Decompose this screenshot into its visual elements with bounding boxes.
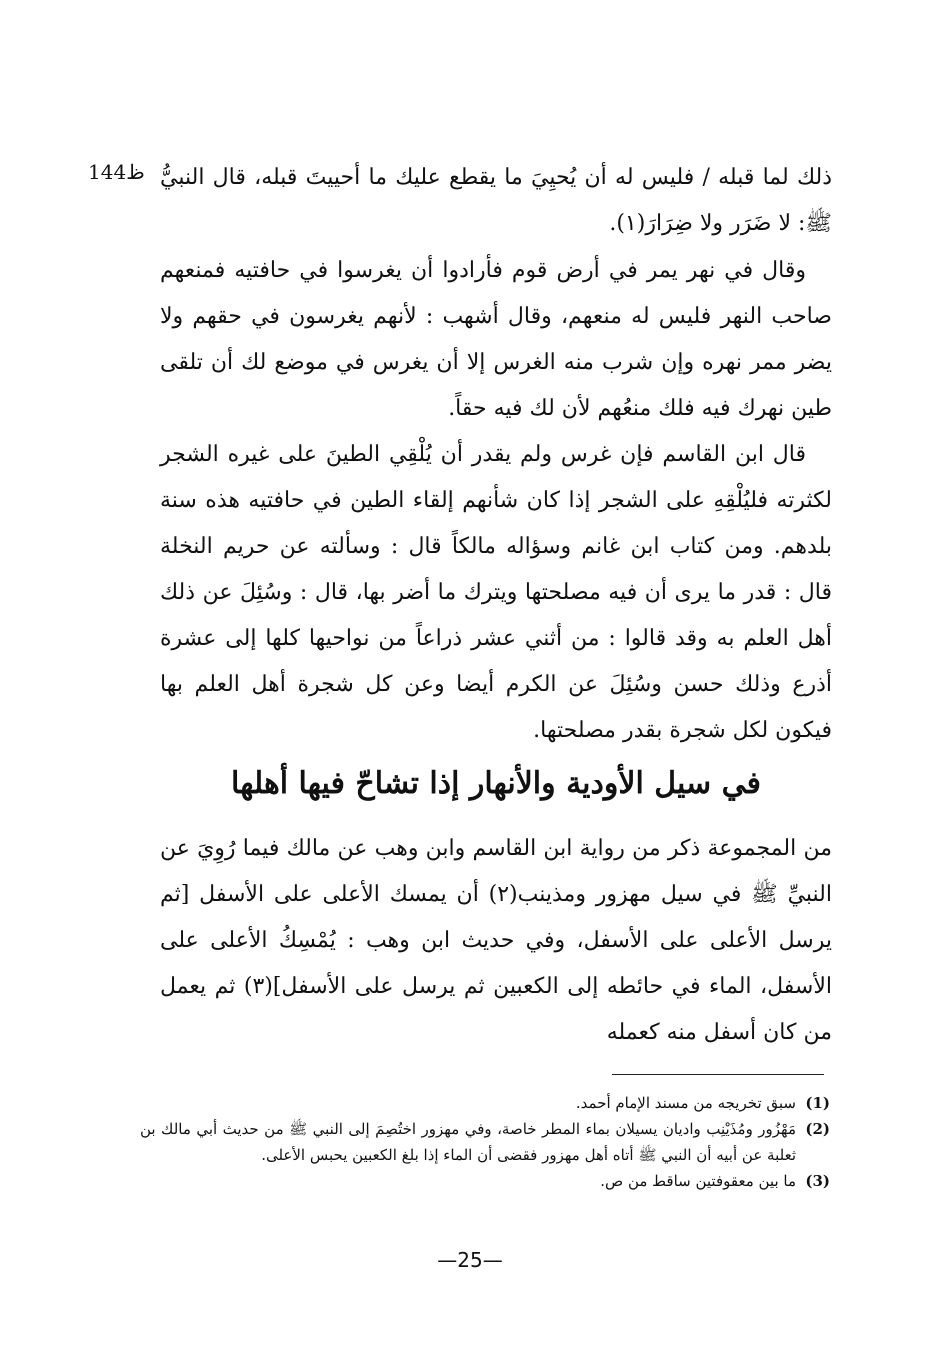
footnote-3 xyxy=(140,1168,830,1194)
footnote-1 xyxy=(140,1090,830,1116)
footnote-number: (3) xyxy=(805,1172,830,1190)
paragraph-4: من المجموعة ذكر من رواية ابن القاسم وابن وهب عن مالك فيما رُوِيَ عن النبيِّ ﷺ في سيل مهزور ومذينب(٢) أن يمسك الأعلى على الأسفل [ثم يرسل الأعلى على الأسفل، وفي حديث ابن وهب : يُمْسِكُ الأعلى على الأسفل، الماء في حائطه إلى الكعبين ثم يرسل على الأسفل](٣) ثم يعمل من كان أسفل منه كعمله xyxy=(160,836,832,1045)
footnote-text: مَهْزُور ومُذَيْنِب واديان يسيلان بماء المطر خاصة، وفي مهزور اختُصِمَ إلى النبي ﷺ من حديث أبي مالك بن ثعلبة عن أبيه أن النبي ﷺ أتاه أهل مهزور فقضى أن الماء إذا بلغ الكعبين يحبس الأعلى. xyxy=(140,1120,796,1164)
footnote-divider xyxy=(612,1074,824,1075)
page-number: —25— xyxy=(437,1248,503,1272)
footnote-text: ما بين معقوفتين ساقط من ص. xyxy=(600,1172,796,1190)
footnote-number: (2) xyxy=(805,1120,830,1138)
margin-folio-note: 144ظ xyxy=(88,160,145,184)
paragraph-2: وقال في نهر يمر في أرض قوم فأرادوا أن يغرسوا في حافتيه فمنعهم صاحب النهر فليس له منعهم، وقال أشهب : لأنهم يغرسون في حقهم ولا يضر ممر نهره وإن شرب منه الغرس إلا أن يغرس في موضع لك أن تلقى طين نهرك فيه فلك منعُهم لأن لك فيه حقاً. xyxy=(160,258,832,421)
footnote-text: سبق تخريجه من مسند الإمام أحمد. xyxy=(575,1094,796,1112)
paragraph-3: قال ابن القاسم فإن غرس ولم يقدر أن يُلْقِي الطينَ على غيره الشجر لكثرته فليُلْقِهِ على الشجر إذا كان شأنهم إلقاء الطين في حافتيه هذه سنة بلدهم. ومن كتاب ابن غانم وسؤاله مالكاً قال : وسألته عن حريم النخلة قال : قدر ما يرى أن فيه مصلحتها ويترك ما أضر بها، قال : وسُئِلَ عن ذلك أهل العلم به وقد قالوا : من أثني عشر ذراعاً من نواحيها كلها إلى عشرة أذرع وذلك حسن وسُئِلَ عن الكرم أيضا وعن كل شجرة أهل العلم بها فيكون لكل شجرة بقدر مصلحتها. xyxy=(160,442,832,743)
paragraph-1: ذلك لما قبله / فليس له أن يُحيِيَ ما يقطع عليك ما أحييتَ قبله، قال النبيُّ ﷺ: لا ضَرَر ولا ضِرَارَ(١). xyxy=(160,165,832,236)
section-heading: في سيل الأودية والأنهار إذا تشاحّ فيها أهلها xyxy=(231,766,761,801)
footnotes xyxy=(140,1090,830,1194)
footnote-number: (1) xyxy=(805,1094,830,1112)
footnote-2 xyxy=(140,1116,830,1168)
